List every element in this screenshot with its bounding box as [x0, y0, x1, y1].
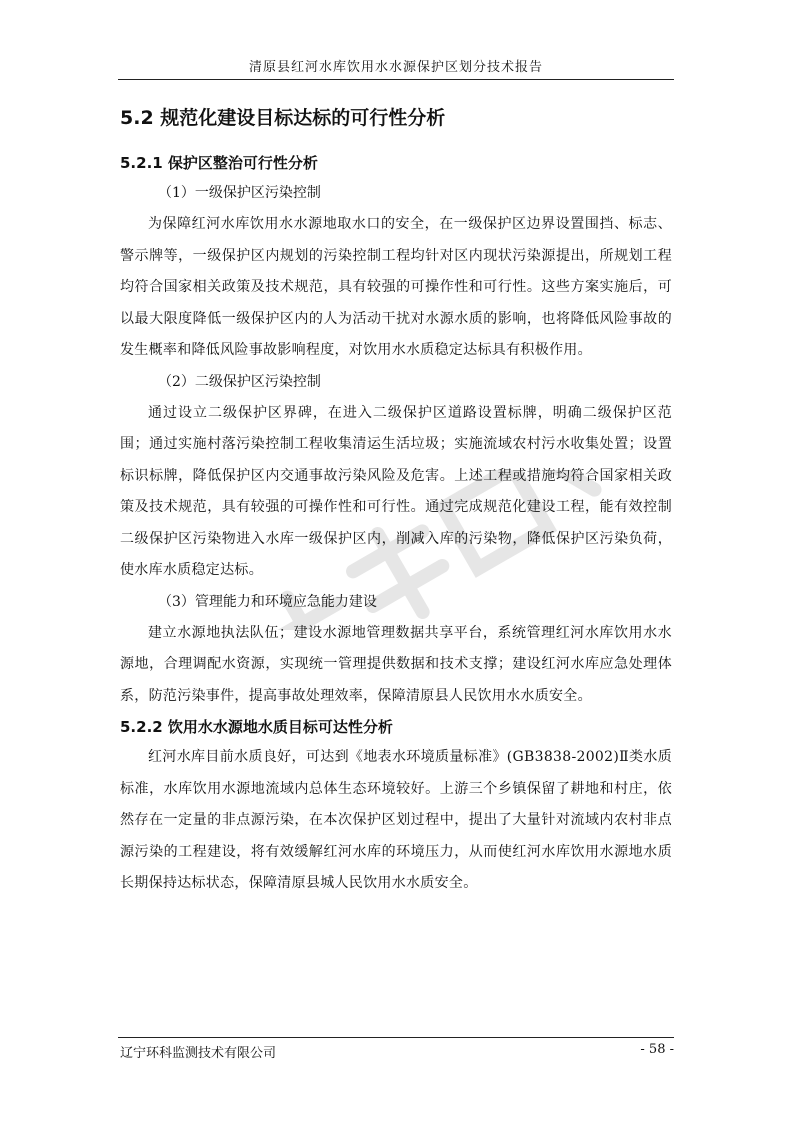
running-header: 清原县红河水库饮用水水源保护区划分技术报告: [118, 56, 674, 80]
item-heading-2: （2）二级保护区污染控制: [158, 373, 321, 390]
subsection-heading-5-2-2: 5.2.2 饮用水水源地水质目标可达性分析: [120, 718, 393, 736]
paragraph-item-2: 通过设立二级保护区界碑，在进入二级保护区道路设置标牌，明确二级保护区范围；通过实施村落污染控制工程收集清运生活垃圾；实施流域农村污水收集处置；设置标识标牌，降低保护区内交通事故污染风险及危害。上述工程或措施均符合国家相关政策及技术规范，具有较强的可操作性和可行性。通过完成规范化建设工程，能有效控制二级保护区污染物进入水库一级保护区内，削减入库的污染物，降低保护区污染负荷，使水库水质稳定达标。: [120, 404, 672, 578]
page-number: - 58 -: [640, 1042, 674, 1057]
page-body: [120, 102, 672, 900]
footer-company: 辽宁环科监测技术有限公司: [120, 1046, 277, 1061]
item-heading-1: （1）一级保护区污染控制: [158, 185, 321, 201]
paragraph-item-1: 为保障红河水库饮用水水源地取水口的安全，在一级保护区边界设置围挡、标志、警示牌等，一级保护区内规划的污染控制工程均针对区内现状污染源提出，所规划工程均符合国家相关政策及技术规范，具有较强的可操作性和可行性。这些方案实施后，可以最大限度降低一级保护区内的人为活动干扰对水源水质的影响，也将降低风险事故的发生概率和降低风险事故影响程度，对饮用水水质稳定达标具有积极作用。: [120, 216, 672, 358]
item-heading-3: （3）管理能力和环境应急能力建设: [158, 593, 377, 610]
paragraph-item-3: 建立水源地执法队伍；建设水源地管理数据共享平台，系统管理红河水库饮用水水源地，合理调配水资源，实现统一管理提供数据和技术支撑；建设红河水库应急处理体系，防范污染事件，提高事故处理效率，保障清原县人民饮用水水质安全。: [120, 624, 672, 704]
paragraph-water-quality: 红河水库目前水质良好，可达到《地表水环境质量标准》(GB3838-2002)Ⅱ类水质标准，水库饮用水源地流域内总体生态环境较好。上游三个乡镇保留了耕地和村庄，依然存在一定量的非点源污染，在本次保护区划过程中，提出了大量针对流域内农村非点源污染的工程建设，将有效缓解红河水库的环境压力，从而使红河水库饮用水源地水质长期保持达标状态，保障清原县城人民饮用水水质安全。: [120, 749, 672, 891]
header-double-rule: [118, 79, 674, 80]
footer-rule: [118, 1037, 674, 1038]
section-heading: 5.2 规范化建设目标达标的可行性分析: [120, 107, 446, 129]
subsection-heading-5-2-1: 5.2.1 保护区整治可行性分析: [120, 154, 318, 172]
